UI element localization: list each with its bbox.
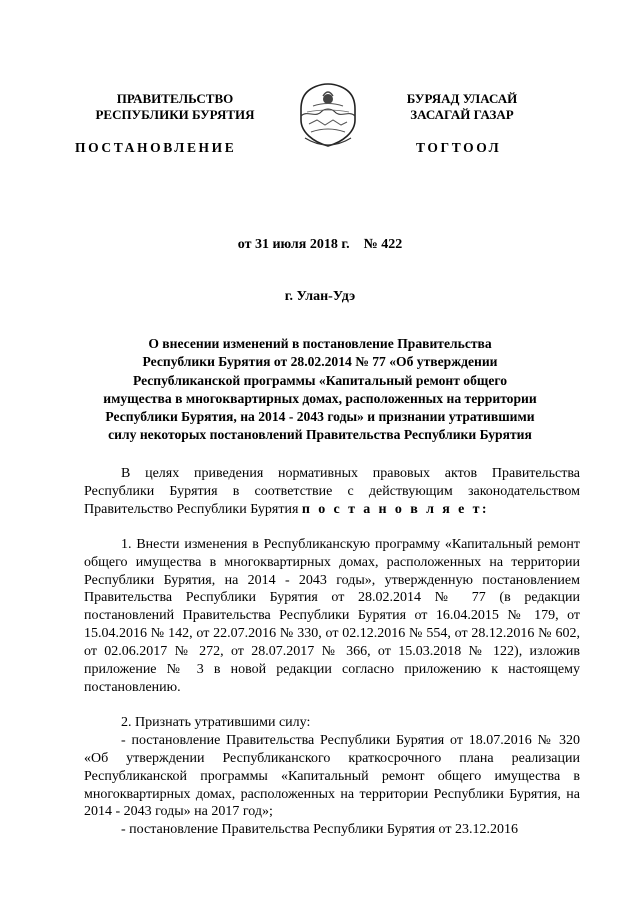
title-line: О внесении изменений в постановление Правительства [148, 336, 492, 351]
header-right-line1: БУРЯАД УЛАСАЙ [406, 91, 518, 106]
item-2-sub-2: - постановление Правительства Республики Бурятия от 23.12.2016 [121, 822, 518, 838]
header-right [372, 91, 552, 123]
title-line: Республиканской программы «Капитальный ремонт общего [132, 372, 508, 388]
title-line: Республики Бурятия, на 2014 - 2043 годы» и признании утратившими [105, 409, 535, 425]
header-left [70, 91, 280, 123]
intro-text: В целях приведения нормативных правовых актов Правительства Республики Бурятия в соответствие с действующим законодательством Правительство Республики Бурятия [84, 466, 580, 517]
city: г. Улан-Удэ [284, 289, 356, 304]
item-1-paragraph: 1. Внести изменения в Республиканскую программу «Капитальный ремонт общего имущества в многоквартирных домах, расположенных на территории Республики Бурятия, на 2014 - 2043 годы», утвержденную постановлением Правительства Республики Бурятия от 28.02.2014 № 77 (в редакции постановлений Правительства Республики Бурятия от 16.04.2015 № 179, от 15.04.2016 № 142, от 22.07.2016 № 330, от 02.12.2016 № 554, от 28.12.2016 № 602, от 02.06.2017 № 272, от 28.07.2017 № 366, от 15.03.2018 № 122), изложив приложение № 3 в новой редакции согласно приложению к настоящему постановлению. [84, 536, 580, 695]
header-right-line2: ЗАСАГАЙ ГАЗАР [410, 107, 514, 122]
decree-verb: п о с т а н о в л я е т: [301, 501, 489, 517]
title-line: силу некоторых постановлений Правительства Республики Бурятия [108, 427, 532, 443]
decree-label-bur: ТОГТООЛ [416, 140, 502, 155]
item-2-sub-1: - постановление Правительства Республики Бурятия от 18.07.2016 № 320 «Об утверждении Республиканского краткосрочного плана реализации Республиканской программы «Капитальный ремонт общего имущества в многоквартирных домах, расположенных на территории Республики Бурятия, на 2014 - 2043 годы» на 2017 год»; [84, 732, 580, 820]
header-left-line2: РЕСПУБЛИКИ БУРЯТИЯ [95, 107, 255, 122]
document-title [100, 335, 540, 445]
decree-label-ru: ПОСТАНОВЛЕНИЕ [75, 140, 237, 155]
title-line: имущества в многоквартирных домах, расположенных на территории [103, 390, 537, 406]
header-left-line1: ПРАВИТЕЛЬСТВО [116, 91, 234, 106]
decree-number: № 422 [363, 237, 403, 252]
document-body [84, 465, 580, 839]
coat-of-arms-icon [297, 82, 359, 148]
intro-paragraph [84, 465, 580, 519]
item-2-heading: 2. Признать утратившими силу: [121, 714, 311, 730]
date-line [0, 237, 640, 253]
title-line: Республики Бурятия от 28.02.2014 № 77 «Об утверждении [142, 354, 498, 370]
decree-date: от 31 июля 2018 г. [237, 237, 350, 252]
